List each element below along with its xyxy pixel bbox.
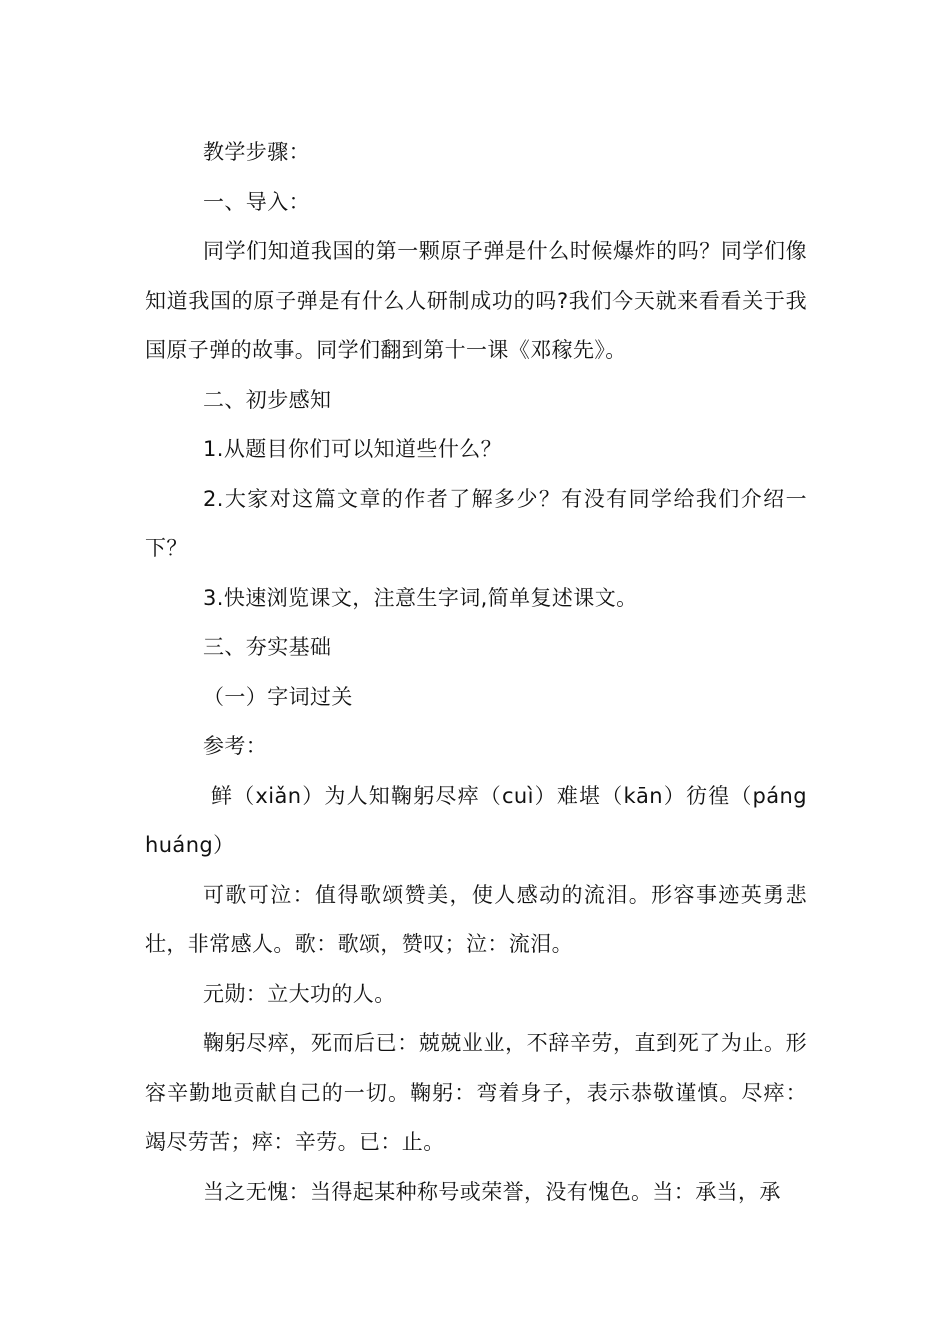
- pronunciation-paragraph: 鲜（xiǎn）为人知鞠躬尽瘁（cuì）难堪（kān）彷徨（páng huáng）: [145, 783, 807, 857]
- section-heading-initial-perception: 二、初步感知: [203, 387, 332, 412]
- document-body: [145, 128, 807, 1217]
- question-item-3: 3.快速浏览课文，注意生字词,简单复述课文。: [203, 585, 638, 610]
- section-heading-foundation: 三、夯实基础: [203, 635, 332, 659]
- reference-label: 参考：: [203, 734, 268, 758]
- definition-yuanxun: 元勋：立大功的人。: [203, 981, 396, 1006]
- introduction-paragraph: 同学们知道我国的第一颗原子弹是什么时候爆炸的吗？同学们像知道我国的原子弹是有什么人研制成功的吗?我们今天就来看看关于我国原子弹的故事。同学们翻到第十一课《邓稼先》。: [145, 239, 807, 362]
- section-heading-introduction: 一、导入：: [203, 189, 310, 214]
- heading-teaching-steps: 教学步骤：: [203, 140, 310, 164]
- question-item-2: 2.大家对这篇文章的作者了解多少？有没有同学给我们介绍一下？: [145, 486, 807, 560]
- subsection-heading-vocabulary: （一）字词过关: [203, 684, 353, 709]
- definition-kegekeqi: 可歌可泣：值得歌颂赞美，使人感动的流泪。形容事迹英勇悲壮，非常感人。歌：歌颂，赞叹；泣：流泪。: [145, 882, 807, 956]
- question-item-1: 1.从题目你们可以知道些什么？: [203, 437, 503, 461]
- definition-jugongjincui: 鞠躬尽瘁，死而后已：兢兢业业，不辞辛劳，直到死了为止。形容辛勤地贡献自己的一切。鞠躬：弯着身子，表示恭敬谨慎。尽瘁：竭尽劳苦；瘁：辛劳。已：止。: [145, 1031, 807, 1154]
- definition-dangzhiwukui: 当之无愧：当得起某种称号或荣誉，没有愧色。当：承当，承: [203, 1179, 781, 1204]
